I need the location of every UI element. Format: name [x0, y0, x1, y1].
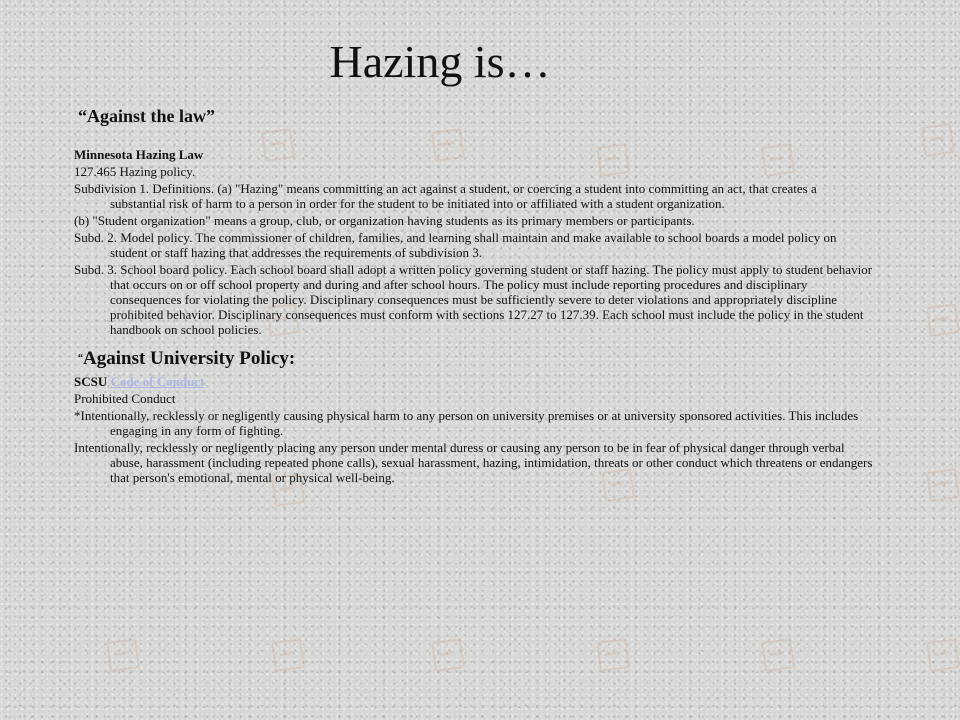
policy-paragraph: *Intentionally, recklessly or negligently causing physical harm to any person on university premises or at university sponsored activities. This includes engaging in any form of fighting. [74, 408, 859, 438]
scsu-label: SCSU [74, 374, 108, 389]
law-paragraph: 127.465 Hazing policy. [74, 164, 196, 179]
watermark-mark [921, 123, 955, 157]
watermark-mark [926, 303, 960, 337]
law-paragraph: Subd. 3. School board policy. Each school board shall adopt a written policy governing student or staff hazing. The policy must apply to student behavior that occurs on or off school property and during and after school hours. The policy must include reporting procedures and disciplinary consequences for violating the policy. Disciplinary consequences must be sufficiently severe to deter violations and appropriately discipline prohibited behavior. Disciplinary consequences must conform with sections 127.27 to 127.39. Each school must include the policy in the student handbook on school policies. [74, 262, 873, 337]
prohibited-conduct-label: Prohibited Conduct [74, 391, 176, 406]
policy-heading [78, 347, 874, 371]
watermark-mark [761, 638, 795, 672]
scsu-line [74, 374, 874, 390]
watermark-mark [596, 638, 630, 672]
slide-title: Hazing is… [329, 36, 551, 87]
code-of-conduct-link[interactable]: Code of Conduct [110, 374, 205, 389]
watermark-mark [926, 468, 960, 502]
watermark-mark [271, 638, 305, 672]
policy-paragraph: Intentionally, recklessly or negligently placing any person under mental duress or causing any person to be in fear of physical danger through verbal abuse, harassment (including repeated phone calls), sexual harassment, hazing, intimidation, threats or other conduct which threatens or endangers that person's emotional, mental or physical well-being. [74, 440, 873, 485]
law-subtitle: Minnesota Hazing Law [74, 147, 204, 162]
slide-body [74, 105, 874, 487]
law-paragraph: (b) "Student organization" means a group, club, or organization having students as its primary members or participants. [74, 213, 695, 228]
watermark-mark [926, 638, 960, 672]
watermark-mark [431, 638, 465, 672]
policy-heading-text: Against University Policy: [83, 348, 296, 369]
watermark-mark [106, 638, 140, 672]
law-heading: “Against the law” [78, 106, 216, 126]
law-paragraph: Subd. 2. Model policy. The commissioner of children, families, and learning shall maintain and make available to school boards a model policy on student or staff hazing that addresses the requirements of subdivision 3. [74, 230, 837, 260]
law-paragraph: Subdivision 1. Definitions. (a) "Hazing" means committing an act against a student, or coercing a student into committing an act, that creates a substantial risk of harm to a person in order for the student to be initiated into or affiliated with a student organization. [74, 181, 817, 211]
policy-heading-quote: “ [78, 353, 83, 364]
